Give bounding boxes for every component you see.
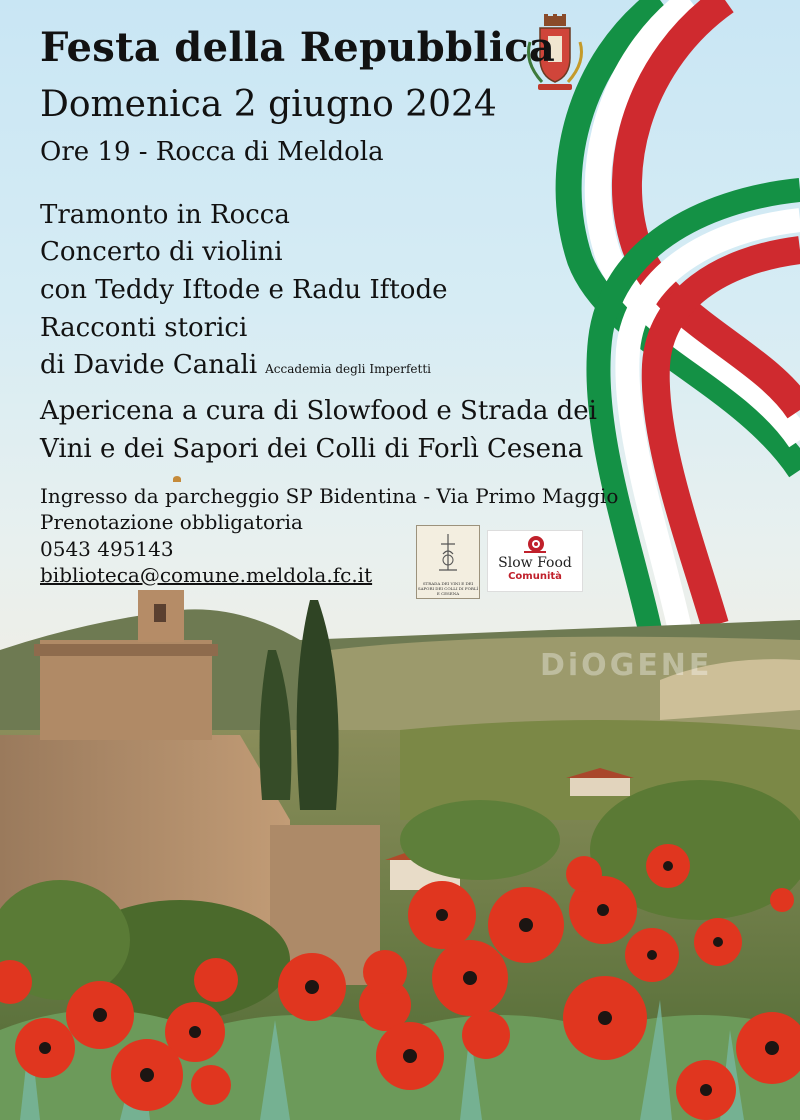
booking-info: Prenotazione obbligatoria [40, 510, 303, 534]
phone-number: 0543 495143 [40, 537, 174, 561]
slowfood-community: Comunità [508, 571, 562, 582]
event-title: Festa della Repubblica [40, 24, 556, 71]
watermark-text: DiOGENE [540, 648, 713, 683]
program-line-1: Tramonto in Rocca [40, 200, 290, 230]
slowfood-name: Slow Food [498, 555, 572, 571]
entrance-info: Ingresso da parcheggio SP Bidentina - Via Primo Maggio [40, 484, 619, 508]
snail-icon [522, 534, 548, 554]
event-time-place: Ore 19 - Rocca di Meldola [40, 137, 384, 167]
program-line-2: Concerto di violini [40, 237, 283, 267]
strada-vini-caption: STRADA DEI VINI E DEI SAPORI DEI COLLI DI FORLÌ E CESENA [417, 581, 479, 596]
program-line-5 [40, 350, 431, 380]
apericena-line-1: Apericena a cura di Slowfood e Strada dei [40, 396, 597, 426]
program-line-4: Racconti storici [40, 313, 248, 343]
cypress-tree [297, 600, 339, 810]
event-date: Domenica 2 giugno 2024 [40, 84, 497, 125]
decorative-mark [173, 476, 181, 482]
program-line-3: con Teddy Iftode e Radu Iftode [40, 275, 448, 305]
program-line-5-text: di Davide Canali [40, 350, 258, 380]
landscape-illustration [0, 560, 800, 1120]
apericena-line-2: Vini e dei Sapori dei Colli di Forlì Cesena [40, 434, 584, 464]
program-note: Accademia degli Imperfetti [265, 362, 431, 376]
email-link[interactable]: biblioteca@comune.meldola.fc.it [40, 563, 373, 587]
